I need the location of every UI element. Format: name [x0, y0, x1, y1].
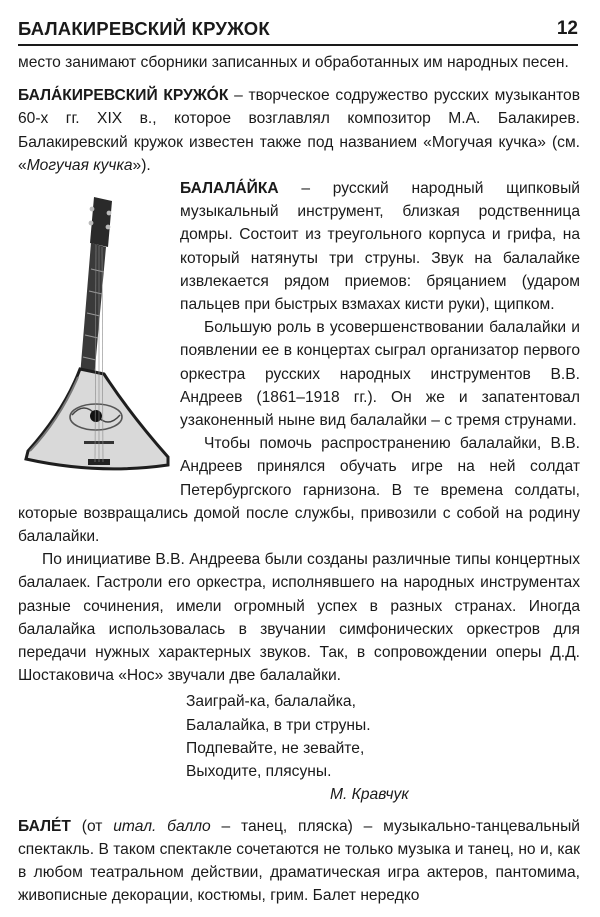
balalaika-illustration-icon [18, 179, 176, 479]
header-rule [18, 44, 578, 46]
poem-line: Балалайка, в три струны. [186, 716, 371, 734]
entry-term: БАЛА́КИРЕВСКИЙ КРУЖО́К [18, 87, 229, 105]
poem-line: Подпевайте, не зевайте, [186, 739, 365, 757]
entry-term: БАЛЕ́Т [18, 817, 71, 835]
page-number: 12 [556, 18, 578, 39]
intro-continuation: место занимают сборники записанных и обработанных им народных песен. [18, 54, 569, 71]
balalaika-paragraph-4: По инициативе В.В. Андреева были созданы различные типы концертных балалаек. Гастроли его оркестра, исполнявшего на народных инструментах разные сочинения, имели огромный успех в разных странах. Иногда балалайка использовалась в звучании симфонических оркестров для передачи нужных характерных звуков. Так, в сопровождении оперы Д.Д. Шостаковича «Нос» звучали две балалайки. [18, 551, 580, 685]
entry-text: – русский народный щипковый музыкальный инструмент, близкая родственница домры. Состоит из треугольного корпуса и грифа, на который натянуты три струны. Звук на балалайке извлекается рядом приемов: бряцанием (ударом пальцев при быстрых взмахах кисти руки), щипком. [180, 180, 580, 314]
entry-text: – творческое содружество русских музыкантов 60-х гг. XIX в., которое возглавлял композитор М.А. Балакирев. Балакиревский кружок известен также под названием «Могучая кучка» (см. « [18, 87, 580, 174]
entry-text-end: »). [132, 156, 151, 174]
poem-author: М. Кравчук [330, 786, 409, 804]
balalaika-drawing [18, 179, 176, 479]
poem-line: Выходите, плясуны. [186, 763, 332, 781]
page-body [18, 51, 580, 907]
entry-text-end: – танец, пляска) – музыкально-танцевальный спектакль. В таком спектакле сочетаются не только музыка и танец, но и, как в любом театральном действии, драматическая игра актеров, пантомима, живописные декорации, костюмы, грим. Балет нередко [18, 817, 580, 905]
entry-term: БАЛАЛА́ЙКА [180, 180, 279, 198]
running-title: БАЛАКИРЕВСКИЙ КРУЖОК [18, 18, 270, 39]
etymology: итал. балло [113, 817, 211, 835]
entry-balakirev-circle [18, 84, 580, 177]
cross-reference: Могучая кучка [26, 156, 133, 174]
balalaika-paragraph-2: Большую роль в усовершенствовании балалайки и появлении ее в концертах сыграл организатор первого оркестра русских народных инструментов В.В. Андреев (1861–1918 гг.). Он же и запатентовал узаконенный ныне вид балалайки – с тремя струнами. [180, 319, 580, 430]
balalaika-paragraph-3: Чтобы помочь распространению балалайки, В.В. Андреев принялся обучать игре на ней солдат Петербургского гарнизона. В те времена солдаты, которые возвращались домой после службы, привозили с собой на родину балалайки. [18, 435, 580, 546]
poem-line: Заиграй-ка, балалайка, [186, 693, 356, 711]
page-header [18, 14, 578, 44]
poem [186, 690, 580, 806]
entry-ballet [18, 815, 580, 908]
entry-text: (от [70, 817, 114, 835]
